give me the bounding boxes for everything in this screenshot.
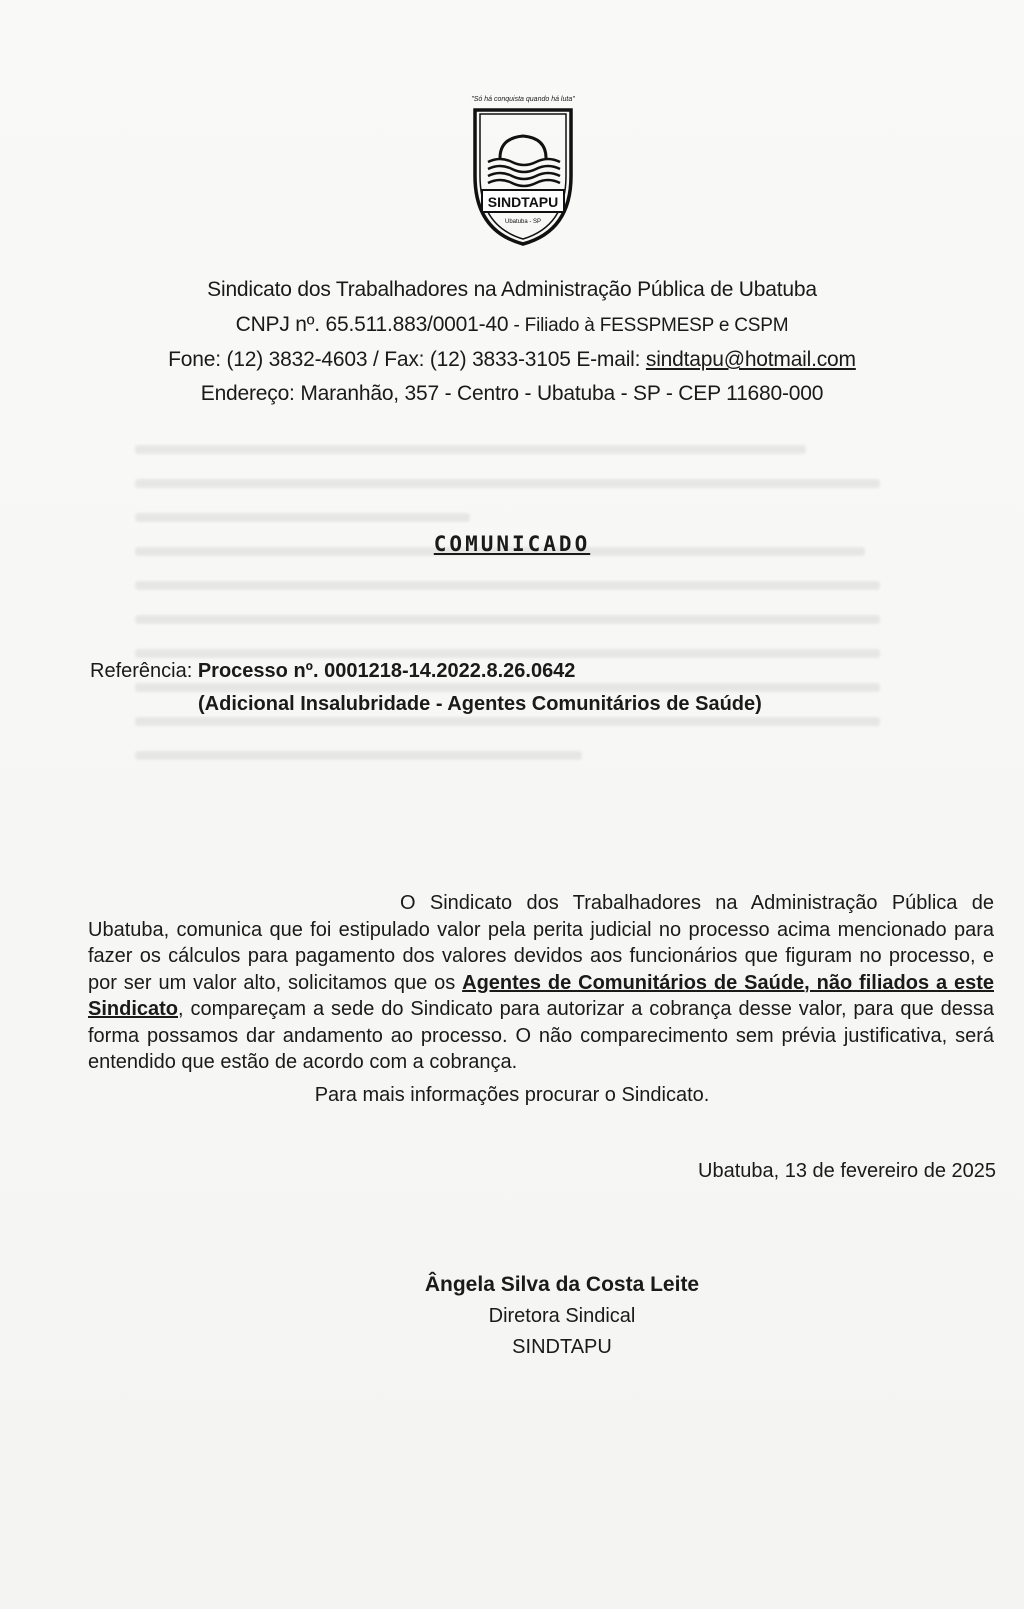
logo-place: Ubatuba - SP	[504, 219, 542, 225]
body-part1: O Sindicato dos Trabalhadores na Administração Pública de Ubatuba, comunica que foi estipulado valor pela perita judicial no processo acima mencionado para fazer os cálculos para pagamento dos valores devidos aos funcionários que figuram no processo, e por ser um valor alto, solicitamos que os	[88, 892, 994, 994]
bleed-through-texture	[135, 445, 880, 845]
reference-label: Referência:	[90, 660, 198, 682]
signatory-name: Ângela Silva da Costa Leite	[424, 1273, 700, 1296]
cnpj: CNPJ nº. 65.511.883/0001-40	[235, 313, 509, 336]
title-text: COMUNICADO	[433, 532, 591, 556]
signatory-role: Diretora Sindical	[488, 1305, 636, 1327]
body-highlight: Agentes de Comunitários de Saúde, não filiados a este Sindicato	[88, 971, 994, 1020]
logo-name: SINDTAPU	[487, 194, 559, 210]
reference-line	[90, 660, 575, 683]
signatory-org: SINDTAPU	[512, 1336, 612, 1358]
document-title	[0, 532, 1024, 556]
org-name: Sindicato dos Trabalhadores na Administração Pública de Ubatuba	[207, 278, 817, 301]
logo-motto: "Só há conquista quando há luta"	[471, 96, 575, 103]
more-info: Para mais informações procurar o Sindicato.	[314, 1084, 710, 1106]
affiliation: - Filiado à FESSPMESP e CSPM	[508, 315, 789, 336]
sindtapu-logo	[468, 96, 578, 256]
address: Endereço: Maranhão, 357 - Centro - Ubatuba - SP - CEP 11680-000	[200, 382, 824, 405]
process-number: Processo nº. 0001218-14.2022.8.26.0642	[197, 660, 576, 682]
body-paragraph	[88, 890, 994, 1076]
body-part2: , compareçam a sede do Sindicato para autorizar a cobrança desse valor, para que dessa forma possamos dar andamento ao processo. O não comparecimento sem prévia justificativa, será entendido que estão de acordo com a cobrança.	[88, 998, 994, 1073]
phone-fax: Fone: (12) 3832-4603 / Fax: (12) 3833-3105 E-mail:	[168, 348, 646, 371]
contact-line	[0, 348, 1024, 372]
org-cnpj-line	[0, 313, 1024, 337]
email-link[interactable]: sindtapu@hotmail.com	[645, 348, 856, 371]
reference-subject: (Adicional Insalubridade - Agentes Comunitários de Saúde)	[198, 693, 762, 715]
document-date: Ubatuba, 13 de fevereiro de 2025	[698, 1160, 996, 1182]
